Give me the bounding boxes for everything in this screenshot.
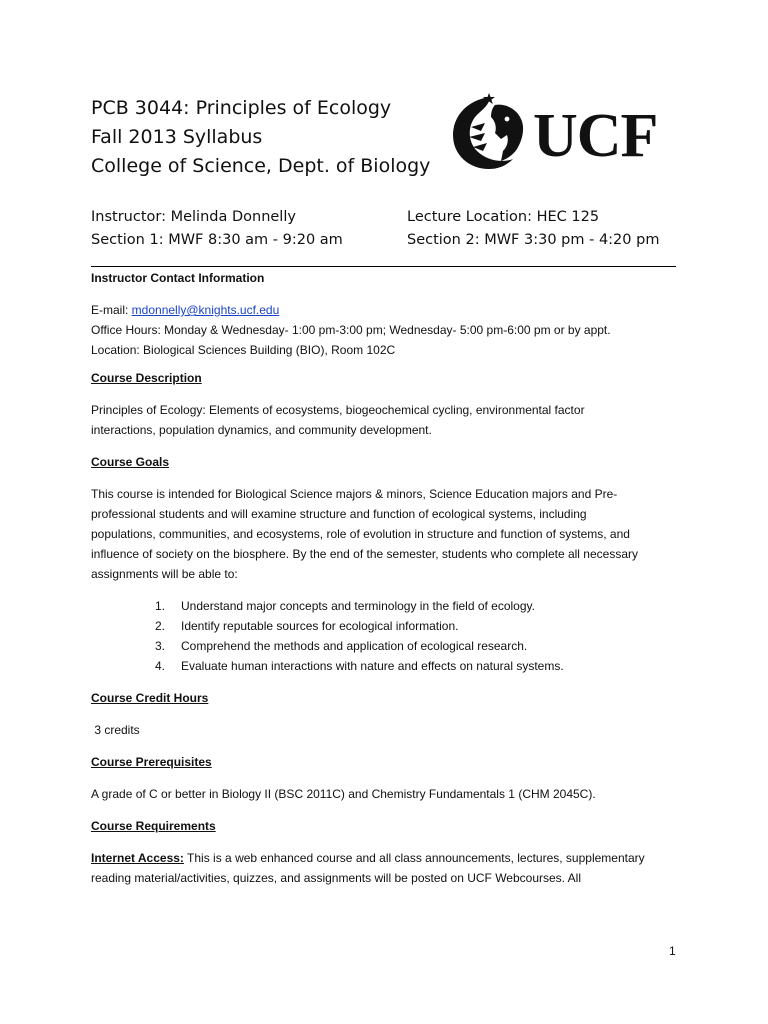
contact-heading: Instructor Contact Information (91, 271, 265, 285)
goals-list (91, 596, 681, 676)
goals-line: populations, communities, and ecosystems, role of evolution in structure and function of systems, and (91, 527, 630, 541)
goals-heading: Course Goals (91, 455, 170, 469)
goals-line: This course is intended for Biological Science majors & minors, Science Education majors and Pre- (91, 487, 618, 501)
syllabus-body (91, 266, 681, 888)
instructor-name: Instructor: Melinda Donnelly (91, 209, 296, 225)
list-item: 1. Understand major concepts and terminology in the field of ecology. (155, 599, 535, 613)
requirements-line: reading material/activities, quizzes, and assignments will be posted on UCF Webcourses. All (91, 871, 582, 885)
description-line: interactions, population dynamics, and community development. (91, 423, 432, 437)
page-number: 1 (669, 944, 676, 958)
list-item: 4. Evaluate human interactions with nature and effects on natural systems. (155, 659, 564, 673)
credit-hours-heading: Course Credit Hours (91, 691, 209, 705)
list-item: 2. Identify reputable sources for ecological information. (155, 619, 459, 633)
instructor-email-link[interactable]: mdonnelly@knights.ucf.edu (131, 303, 280, 317)
description-heading: Course Description (91, 371, 202, 385)
internet-access-line (91, 848, 681, 868)
title-block (91, 94, 430, 181)
course-meta (91, 206, 691, 252)
contact-email-line (91, 300, 681, 320)
office-location: Location: Biological Sciences Building (BIO), Room 102C (91, 343, 396, 357)
list-item: 3. Comprehend the methods and application of ecological research. (155, 639, 528, 653)
internet-access-label: Internet Access: (91, 851, 184, 865)
ucf-logo (451, 93, 673, 171)
section-1-time: Section 1: MWF 8:30 am - 9:20 am (91, 232, 343, 248)
requirements-heading: Course Requirements (91, 819, 216, 833)
email-label: E-mail: (91, 303, 132, 317)
lecture-location: Lecture Location: HEC 125 (407, 209, 600, 225)
section-2-time: Section 2: MWF 3:30 pm - 4:20 pm (407, 232, 660, 248)
term-title: Fall 2013 Syllabus (91, 126, 263, 148)
office-hours: Office Hours: Monday & Wednesday- 1:00 pm-3:00 pm; Wednesday- 5:00 pm-6:00 pm or by appt. (91, 323, 611, 337)
credit-hours-value: 3 credits (91, 723, 140, 737)
goals-line: assignments will be able to: (91, 567, 238, 581)
goals-line: professional students and will examine structure and function of ecological systems, including (91, 507, 587, 521)
college-title: College of Science, Dept. of Biology (91, 155, 431, 177)
prerequisites-heading: Course Prerequisites (91, 755, 212, 769)
goals-line: influence of society on the biosphere. By the end of the semester, students who complete all necessary (91, 547, 638, 561)
ucf-logo-text: UCF (533, 102, 658, 170)
description-line: Principles of Ecology: Elements of ecosystems, biogeochemical cycling, environmental factor (91, 403, 585, 417)
internet-access-text: This is a web enhanced course and all class announcements, lectures, supplementary (183, 851, 645, 865)
course-title: PCB 3044: Principles of Ecology (91, 97, 392, 119)
prerequisites-text: A grade of C or better in Biology II (BSC 2011C) and Chemistry Fundamentals 1 (CHM 2045C). (91, 787, 596, 801)
